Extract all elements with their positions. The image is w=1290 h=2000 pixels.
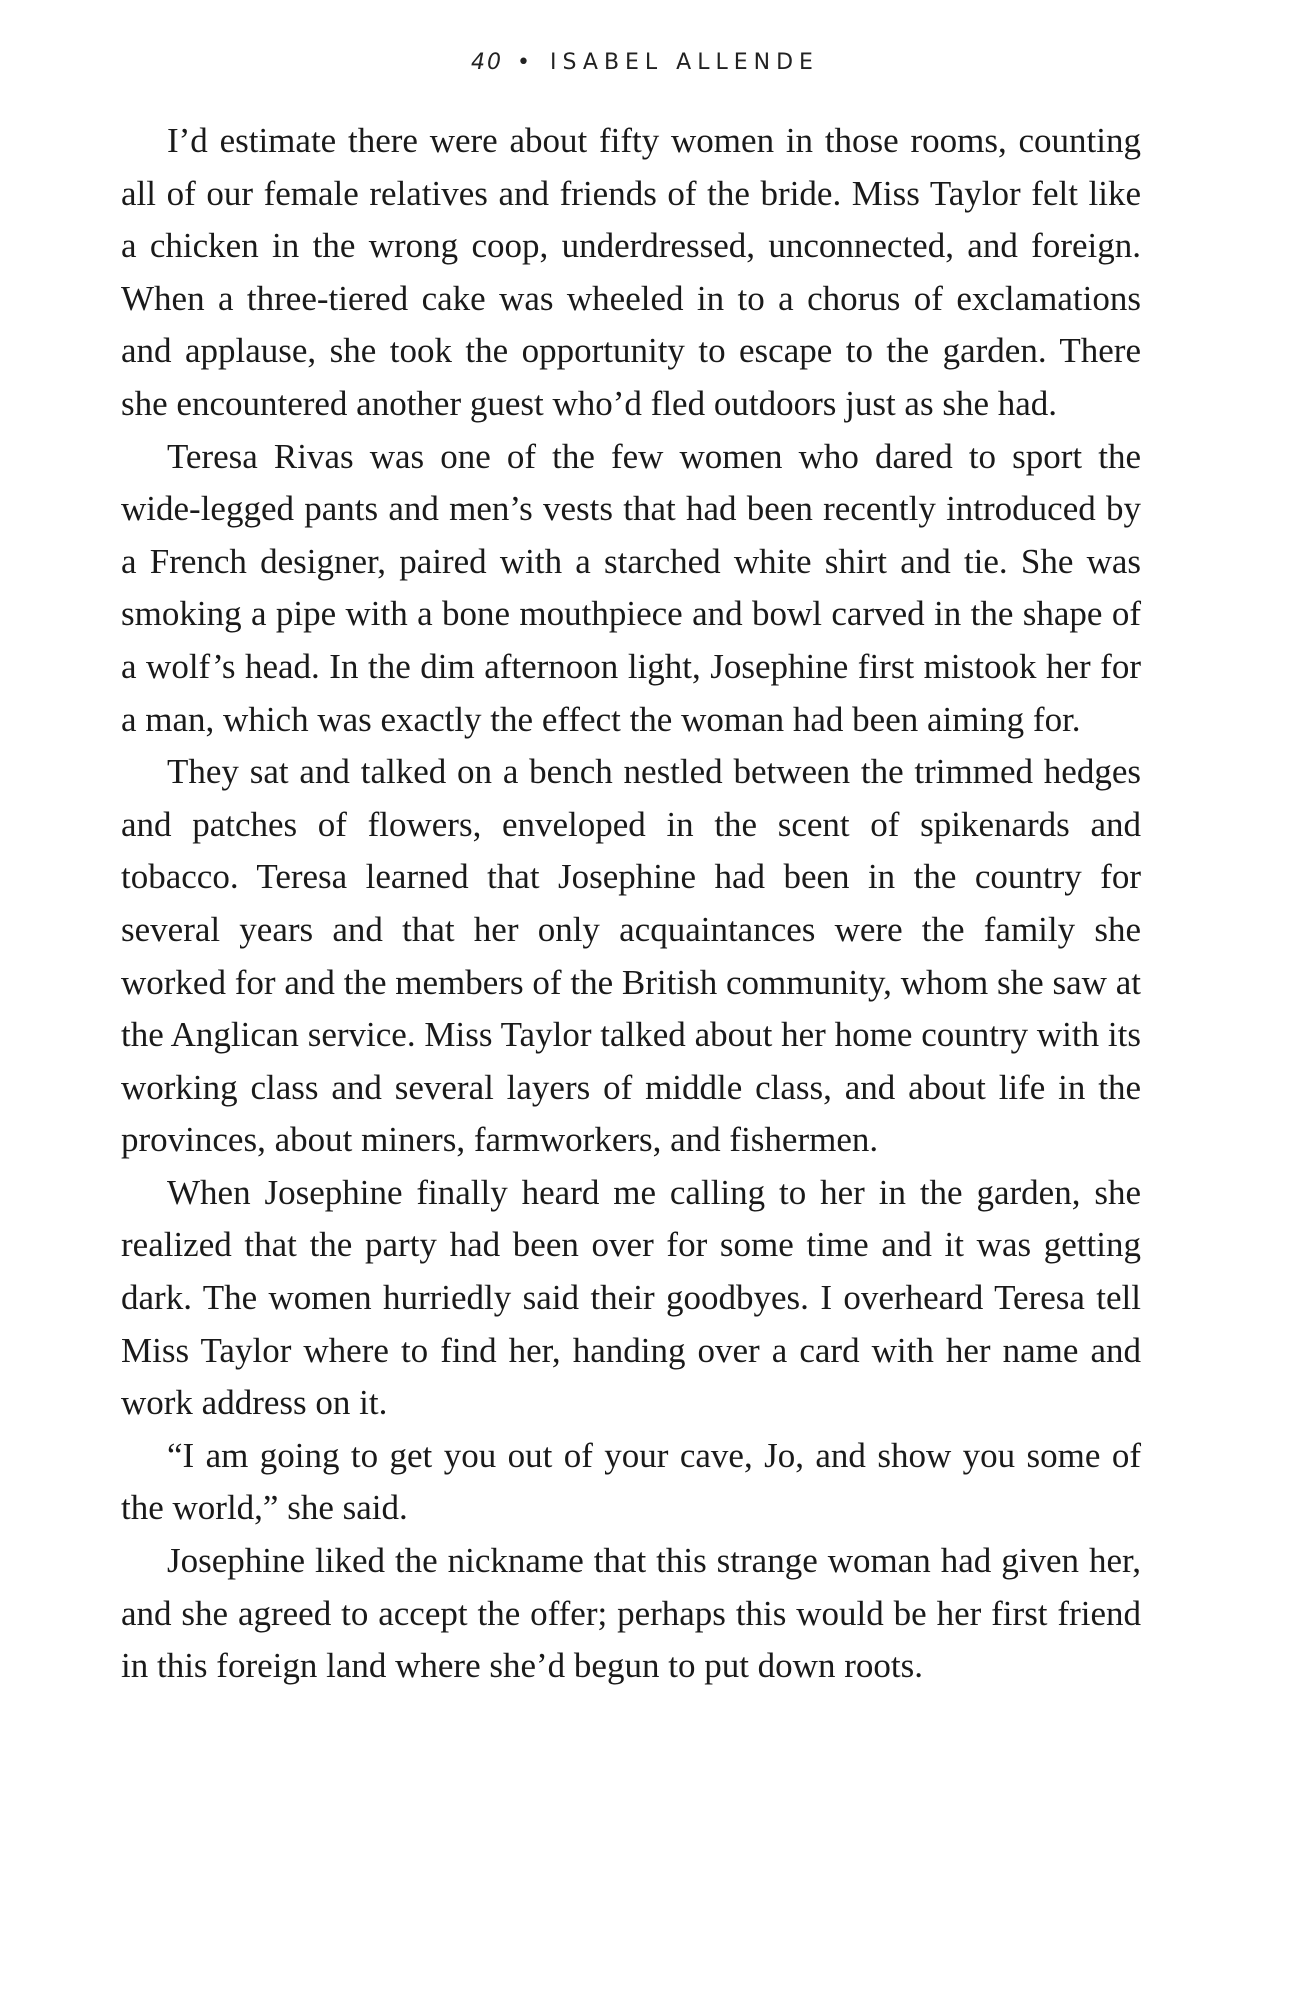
running-head — [0, 50, 1290, 75]
paragraph-6: Josephine liked the nickname that this strange woman had given her, and she agreed to accept the offer; perhaps this would be her first friend in this foreign land where she’d begun to put down roots. — [121, 1541, 1141, 1686]
paragraph-1: I’d estimate there were about fifty women in those rooms, counting all of our female relatives and friends of the bride. Miss Taylor felt like a chicken in the wrong coop, underdressed, unconnected, and foreign. When a three-tiered cake was wheeled in to a chorus of exclamations and applause, she took the opportunity to escape to the garden. There she encountered another guest who’d fled outdoors just as she had. — [121, 121, 1141, 423]
page-number: 40 — [471, 50, 504, 75]
paragraph-2: Teresa Rivas was one of the few women who dared to sport the wide-legged pants and men’s vests that had been recently introduced by a French designer, paired with a starched white shirt and tie. She was smoking a pipe with a bone mouthpiece and bowl carved in the shape of a wolf’s head. In the dim afternoon light, Josephine first mistook her for a man, which was exactly the effect the woman had been aiming for. — [121, 436, 1141, 739]
paragraph-4: When Josephine finally heard me calling to her in the garden, she realized that the party had been over for some time and it was getting dark. The women hurriedly said their goodbyes. I overheard Teresa tell Miss Taylor where to find her, handing over a card with her name and work address on it. — [121, 1172, 1141, 1423]
paragraph-3: They sat and talked on a bench nestled between the trimmed hedges and patches of flowers, enveloped in the scent of spikenards and tobacco. Teresa learned that Josephine had been in the country for several years and that her only acquaintances were the family she worked for and the members of the British community, whom she saw at the Anglican service. Miss Taylor talked about her home country with its working class and several layers of middle class, and about life in the provinces, about miners, farmworkers, and fishermen. — [121, 752, 1141, 1160]
header-separator: • — [517, 50, 537, 75]
author-name: ISABEL ALLENDE — [550, 50, 819, 75]
body-text — [121, 115, 1141, 1693]
paragraph-5: “I am going to get you out of your cave, Jo, and show you some of the world,” she said. — [121, 1435, 1141, 1528]
